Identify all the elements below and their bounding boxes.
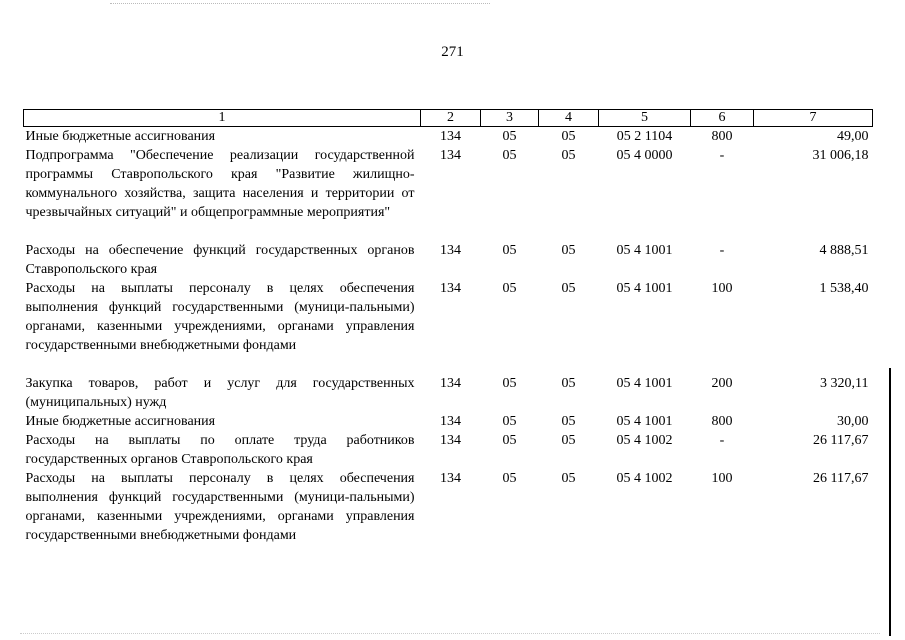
row-section: 05 <box>502 243 517 258</box>
row-section: 05 <box>502 376 517 391</box>
row-target-article: 05 4 1002 <box>616 471 673 486</box>
row-amount: 49,00 <box>837 129 869 144</box>
row-section: 05 <box>502 433 517 448</box>
row-name: Расходы на обеспечение функций государственных органов Ставропольского края <box>25 243 415 277</box>
row-subsection: 05 <box>561 471 576 486</box>
row-ministry-code: 134 <box>440 129 461 144</box>
header-cell-7: 7 <box>754 110 873 127</box>
header-cell-6: 6 <box>691 110 754 127</box>
row-target-article: 05 4 1002 <box>616 433 673 448</box>
row-section: 05 <box>502 148 517 163</box>
row-subsection: 05 <box>561 243 576 258</box>
header-cell-2: 2 <box>421 110 481 127</box>
row-ministry-code: 134 <box>440 471 461 486</box>
scan-artifact-top <box>110 3 490 5</box>
table-row <box>24 127 873 147</box>
budget-table <box>23 109 873 545</box>
row-target-article: 05 2 1104 <box>616 129 673 144</box>
row-ministry-code: 134 <box>440 281 461 296</box>
row-expense-type: - <box>719 433 725 448</box>
row-amount: 4 888,51 <box>819 243 869 258</box>
row-amount: 26 117,67 <box>813 471 869 486</box>
table-row <box>24 412 873 431</box>
row-name: Закупка товаров, работ и услуг для государственных (муниципальных) нужд <box>25 376 415 410</box>
row-expense-type: 100 <box>711 471 733 486</box>
header-cell-5: 5 <box>599 110 691 127</box>
row-ministry-code: 134 <box>440 376 461 391</box>
table-row <box>24 279 873 355</box>
row-amount: 3 320,11 <box>820 376 869 391</box>
scan-edge-line <box>889 368 891 636</box>
row-name: Иные бюджетные ассигнования <box>25 129 216 144</box>
row-expense-type: 200 <box>711 376 733 391</box>
row-name: Расходы на выплаты персоналу в целях обеспечения выполнения функций государственными (муници-пальными) органами, казенными учреждениями, органами управления государственными внебюджетными фондами <box>25 471 415 543</box>
row-expense-type: - <box>719 148 725 163</box>
row-name: Расходы на выплаты по оплате труда работников государственных органов Ставропольского края <box>25 433 415 467</box>
row-subsection: 05 <box>561 376 576 391</box>
table-row <box>24 146 873 222</box>
spacer-row <box>24 222 873 241</box>
row-ministry-code: 134 <box>440 243 461 258</box>
row-expense-type: - <box>719 243 725 258</box>
row-expense-type: 800 <box>711 129 733 144</box>
page-number: 271 <box>441 44 464 60</box>
row-ministry-code: 134 <box>440 433 461 448</box>
header-row <box>24 110 873 127</box>
row-subsection: 05 <box>561 129 576 144</box>
header-cell-1: 1 <box>24 110 421 127</box>
row-amount: 31 006,18 <box>812 148 869 163</box>
header-cell-3: 3 <box>481 110 539 127</box>
row-amount: 30,00 <box>837 414 869 429</box>
row-name: Подпрограмма "Обеспечение реализации государственной программы Ставропольского края "Развитие жилищно-коммунального хозяйства, защита населения и территории от чрезвычайных ситуаций" и общепрограммные мероприятия" <box>25 148 415 220</box>
row-section: 05 <box>502 129 517 144</box>
table-row <box>24 431 873 469</box>
row-target-article: 05 4 1001 <box>616 281 673 296</box>
row-name: Расходы на выплаты персоналу в целях обеспечения выполнения функций государственными (муници-пальными) органами, казенными учреждениями, органами управления государственными внебюджетными фондами <box>25 281 415 353</box>
table-row <box>24 374 873 412</box>
row-ministry-code: 134 <box>440 148 461 163</box>
row-target-article: 05 4 1001 <box>616 414 673 429</box>
row-subsection: 05 <box>561 148 576 163</box>
row-section: 05 <box>502 281 517 296</box>
row-amount: 1 538,40 <box>819 281 869 296</box>
row-section: 05 <box>502 414 517 429</box>
row-expense-type: 800 <box>711 414 733 429</box>
row-subsection: 05 <box>561 414 576 429</box>
row-ministry-code: 134 <box>440 414 461 429</box>
row-subsection: 05 <box>561 281 576 296</box>
row-amount: 26 117,67 <box>813 433 869 448</box>
row-expense-type: 100 <box>711 281 733 296</box>
spacer-row <box>24 355 873 374</box>
row-name: Иные бюджетные ассигнования <box>25 414 216 429</box>
table-row <box>24 469 873 545</box>
row-section: 05 <box>502 471 517 486</box>
scan-artifact-bottom <box>20 633 880 635</box>
row-subsection: 05 <box>561 433 576 448</box>
header-cell-4: 4 <box>539 110 599 127</box>
table-row <box>24 241 873 279</box>
row-target-article: 05 4 0000 <box>616 148 673 163</box>
row-target-article: 05 4 1001 <box>616 243 673 258</box>
row-target-article: 05 4 1001 <box>616 376 673 391</box>
